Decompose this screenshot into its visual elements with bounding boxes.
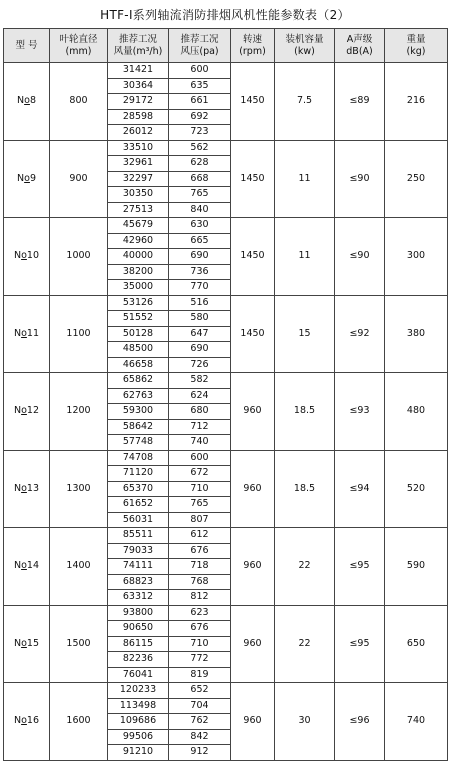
table-row <box>4 295 448 311</box>
power-cell: 15 <box>275 295 335 373</box>
pressure-cell: 718 <box>169 559 231 575</box>
pressure-cell: 812 <box>169 590 231 606</box>
flow-cell: 32961 <box>108 156 169 172</box>
table-row <box>4 373 448 389</box>
flow-cell: 85511 <box>108 528 169 544</box>
flow-cell: 27513 <box>108 202 169 218</box>
model-cell: No14 <box>4 528 50 606</box>
pressure-cell: 768 <box>169 574 231 590</box>
flow-cell: 57748 <box>108 435 169 451</box>
rpm-cell: 1450 <box>231 295 275 373</box>
pressure-cell: 740 <box>169 435 231 451</box>
rpm-cell: 960 <box>231 528 275 606</box>
flow-cell: 74111 <box>108 559 169 575</box>
flow-cell: 30350 <box>108 187 169 203</box>
model-cell: No16 <box>4 683 50 761</box>
flow-cell: 30364 <box>108 78 169 94</box>
table-row <box>4 218 448 234</box>
weight-cell: 250 <box>385 140 448 218</box>
table-row <box>4 605 448 621</box>
pressure-cell: 628 <box>169 156 231 172</box>
flow-cell: 65370 <box>108 481 169 497</box>
pressure-cell: 692 <box>169 109 231 125</box>
rpm-cell: 960 <box>231 605 275 683</box>
model-cell: No8 <box>4 63 50 141</box>
model-cell: No15 <box>4 605 50 683</box>
flow-cell: 62763 <box>108 388 169 404</box>
power-cell: 22 <box>275 528 335 606</box>
pressure-cell: 661 <box>169 94 231 110</box>
flow-cell: 113498 <box>108 698 169 714</box>
flow-cell: 61652 <box>108 497 169 513</box>
weight-cell: 300 <box>385 218 448 296</box>
model-cell: No12 <box>4 373 50 451</box>
pressure-cell: 600 <box>169 63 231 79</box>
pressure-cell: 612 <box>169 528 231 544</box>
pressure-cell: 690 <box>169 249 231 265</box>
pressure-cell: 516 <box>169 295 231 311</box>
pressure-cell: 668 <box>169 171 231 187</box>
flow-cell: 46658 <box>108 357 169 373</box>
rpm-cell: 960 <box>231 450 275 528</box>
table-row <box>4 63 448 79</box>
flow-cell: 48500 <box>108 342 169 358</box>
pressure-cell: 676 <box>169 621 231 637</box>
flow-cell: 82236 <box>108 652 169 668</box>
flow-cell: 40000 <box>108 249 169 265</box>
noise-cell: ≤95 <box>335 528 385 606</box>
power-cell: 11 <box>275 218 335 296</box>
header-pressure: 推荐工况 风压(pa) <box>169 29 231 63</box>
flow-cell: 65862 <box>108 373 169 389</box>
diameter-cell: 1000 <box>50 218 108 296</box>
pressure-cell: 819 <box>169 667 231 683</box>
power-cell: 18.5 <box>275 450 335 528</box>
pressure-cell: 562 <box>169 140 231 156</box>
flow-cell: 33510 <box>108 140 169 156</box>
pressure-cell: 582 <box>169 373 231 389</box>
flow-cell: 76041 <box>108 667 169 683</box>
pressure-cell: 912 <box>169 745 231 761</box>
flow-cell: 38200 <box>108 264 169 280</box>
model-cell: No10 <box>4 218 50 296</box>
flow-cell: 63312 <box>108 590 169 606</box>
diameter-cell: 1500 <box>50 605 108 683</box>
fan-spec-table <box>3 28 448 761</box>
pressure-cell: 647 <box>169 326 231 342</box>
noise-cell: ≤93 <box>335 373 385 451</box>
power-cell: 22 <box>275 605 335 683</box>
flow-cell: 29172 <box>108 94 169 110</box>
pressure-cell: 600 <box>169 450 231 466</box>
pressure-cell: 736 <box>169 264 231 280</box>
weight-cell: 650 <box>385 605 448 683</box>
pressure-cell: 726 <box>169 357 231 373</box>
weight-cell: 480 <box>385 373 448 451</box>
noise-cell: ≤89 <box>335 63 385 141</box>
diameter-cell: 800 <box>50 63 108 141</box>
pressure-cell: 704 <box>169 698 231 714</box>
flow-cell: 79033 <box>108 543 169 559</box>
flow-cell: 31421 <box>108 63 169 79</box>
header-noise: A声级 dB(A) <box>335 29 385 63</box>
model-cell: No11 <box>4 295 50 373</box>
pressure-cell: 710 <box>169 481 231 497</box>
pressure-cell: 762 <box>169 714 231 730</box>
noise-cell: ≤95 <box>335 605 385 683</box>
weight-cell: 380 <box>385 295 448 373</box>
rpm-cell: 960 <box>231 683 275 761</box>
table-row <box>4 140 448 156</box>
pressure-cell: 840 <box>169 202 231 218</box>
model-cell: No9 <box>4 140 50 218</box>
flow-cell: 109686 <box>108 714 169 730</box>
noise-cell: ≤94 <box>335 450 385 528</box>
pressure-cell: 807 <box>169 512 231 528</box>
rpm-cell: 960 <box>231 373 275 451</box>
flow-cell: 90650 <box>108 621 169 637</box>
power-cell: 18.5 <box>275 373 335 451</box>
pressure-cell: 672 <box>169 466 231 482</box>
flow-cell: 93800 <box>108 605 169 621</box>
pressure-cell: 842 <box>169 729 231 745</box>
diameter-cell: 1600 <box>50 683 108 761</box>
power-cell: 7.5 <box>275 63 335 141</box>
flow-cell: 68823 <box>108 574 169 590</box>
pressure-cell: 765 <box>169 497 231 513</box>
model-cell: No13 <box>4 450 50 528</box>
flow-cell: 32297 <box>108 171 169 187</box>
pressure-cell: 680 <box>169 404 231 420</box>
noise-cell: ≤90 <box>335 140 385 218</box>
weight-cell: 590 <box>385 528 448 606</box>
weight-cell: 740 <box>385 683 448 761</box>
pressure-cell: 772 <box>169 652 231 668</box>
pressure-cell: 723 <box>169 125 231 141</box>
diameter-cell: 1100 <box>50 295 108 373</box>
flow-cell: 28598 <box>108 109 169 125</box>
pressure-cell: 635 <box>169 78 231 94</box>
page-title: HTF-I系列轴流消防排烟风机性能参数表（2） <box>100 8 350 22</box>
pressure-cell: 710 <box>169 636 231 652</box>
table-row <box>4 683 448 699</box>
flow-cell: 45679 <box>108 218 169 234</box>
pressure-cell: 765 <box>169 187 231 203</box>
pressure-cell: 623 <box>169 605 231 621</box>
flow-cell: 120233 <box>108 683 169 699</box>
pressure-cell: 712 <box>169 419 231 435</box>
header-flow: 推荐工况 风量(m³/h) <box>108 29 169 63</box>
diameter-cell: 1300 <box>50 450 108 528</box>
pressure-cell: 580 <box>169 311 231 327</box>
diameter-cell: 900 <box>50 140 108 218</box>
flow-cell: 59300 <box>108 404 169 420</box>
flow-cell: 86115 <box>108 636 169 652</box>
pressure-cell: 624 <box>169 388 231 404</box>
weight-cell: 216 <box>385 63 448 141</box>
rpm-cell: 1450 <box>231 140 275 218</box>
table-header-row <box>4 29 448 63</box>
flow-cell: 56031 <box>108 512 169 528</box>
pressure-cell: 690 <box>169 342 231 358</box>
weight-cell: 520 <box>385 450 448 528</box>
pressure-cell: 770 <box>169 280 231 296</box>
flow-cell: 50128 <box>108 326 169 342</box>
rpm-cell: 1450 <box>231 218 275 296</box>
header-model: 型 号 <box>4 29 50 63</box>
header-power: 装机容量 (kw) <box>275 29 335 63</box>
header-diameter: 叶轮直径 (mm) <box>50 29 108 63</box>
table-row <box>4 528 448 544</box>
header-rpm: 转速 (rpm) <box>231 29 275 63</box>
flow-cell: 42960 <box>108 233 169 249</box>
table-row <box>4 450 448 466</box>
flow-cell: 91210 <box>108 745 169 761</box>
flow-cell: 53126 <box>108 295 169 311</box>
flow-cell: 74708 <box>108 450 169 466</box>
noise-cell: ≤92 <box>335 295 385 373</box>
table-body <box>4 63 448 761</box>
flow-cell: 51552 <box>108 311 169 327</box>
flow-cell: 99506 <box>108 729 169 745</box>
flow-cell: 71120 <box>108 466 169 482</box>
diameter-cell: 1200 <box>50 373 108 451</box>
flow-cell: 35000 <box>108 280 169 296</box>
pressure-cell: 652 <box>169 683 231 699</box>
flow-cell: 58642 <box>108 419 169 435</box>
pressure-cell: 676 <box>169 543 231 559</box>
pressure-cell: 665 <box>169 233 231 249</box>
noise-cell: ≤96 <box>335 683 385 761</box>
flow-cell: 26012 <box>108 125 169 141</box>
pressure-cell: 630 <box>169 218 231 234</box>
diameter-cell: 1400 <box>50 528 108 606</box>
power-cell: 11 <box>275 140 335 218</box>
noise-cell: ≤90 <box>335 218 385 296</box>
power-cell: 30 <box>275 683 335 761</box>
rpm-cell: 1450 <box>231 63 275 141</box>
header-weight: 重量 (kg) <box>385 29 448 63</box>
